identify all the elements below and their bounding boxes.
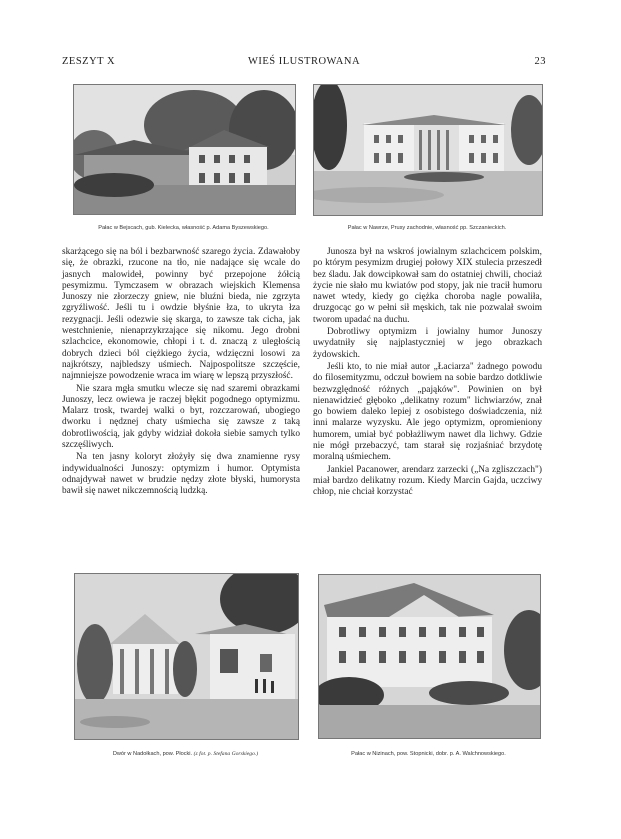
caption-nadolki [74,751,297,757]
paragraph: Nie szara mgła smutku wlecze się nad szaremi obrazkami Junoszy, lecz owiewa je raczej błękit pogodnego optymizmu. Malarz trosk, twardej walki o byt, rozczarowań, ubogiego dworku i nędznej chaty uśmiecha się zawsze z taką dobrotliwością, jak gdyby widział dokoła siebie samych tylko szczęśliwych. [62,383,300,451]
paragraph: Junosza był na wskroś jowialnym szlachcicem polskim, po którym pesymizm drugiej połowy XIX stulecia przeszedł bez śladu. Jak dowcipkował sam do ostatniej chwili, chociaż życie nie słało mu kwiatów pod stopy, jak nie tracił humoru nawet wtedy, kiedy go ciężka choroba nagle powaliła, druzgocąc go w pełni sił męskich, tak nie pozwalał swoim tworom upadać na duchu. [313,247,542,325]
caption-niziny: Pałac w Nizinach, pow. Stopnicki, dobr. p. A. Walchnowskiego. [351,751,506,757]
paragraph: Jeśli kto, to nie miał autor „Łaciarza" żadnego powodu do filosemityzmu, odczuł bowiem na sobie bardzo dotkliwie bezwzględność różnych „pająków". Powinien on był nienawidzieć głęboko „delikatny rozum" lichwiarzów, znał go bowiem daleko lepiej z osobistego doświadczenia, niż inni malarze wyzysku. Ale jego optymizm, opromieniony humorem, umiał być pobłażliwym nawet dla lichwy. Gdzie nie mógł przebaczyć, tam starał się rozjaśniać brzydotę moralną uśmiechem. [313,361,542,463]
left-column [62,247,300,498]
magazine-title: WIEŚ ILUSTROWANA [247,56,361,67]
paragraph: Na ten jasny koloryt złożyły się dwa znamienne rysy indywidualności Junoszy: optymizm i humor. Optymista odnajdywał nawet w brudzie nędzy złote błyski, humorysta bawił się nawet nikczemnością ludzką. [62,452,300,497]
caption-bejsce: Pałac w Bejscach, gub. Kieleckа, własność p. Adama Byszewskiego. [98,225,269,231]
paragraph: Jankiel Pacanower, arendarz zarzecki („Na zgliszczach") miał bardzo delikatny rozum. Kiedy Marcin Gajda, uczciwy chłop, nie chciał korzystać [313,464,542,498]
photo-dwor-nadolkach [74,573,299,740]
running-header [62,56,546,70]
caption-nawra: Pałac w Nawrze, Prusy zachodnie, własność pp. Szczanieckich. [347,225,507,231]
right-column [313,247,542,499]
photo-palac-bejscach [73,84,296,215]
issue-label: ZESZYT X [62,56,116,67]
photo-palac-nawrze [313,84,543,216]
photo-credit: (z fot. p. Stefana Gorskiego.) [193,751,259,757]
page-number: 23 [534,56,546,67]
paragraph: Dobrotliwy optymizm i jowialny humor Junoszy uwydatniły się najplastyczniej w jego obrazkach żydowskich. [313,327,542,360]
paragraph: skarżącego się na ból i bezbarwność szarego życia. Zdawałoby się, że obrazki, rzucone na tło, nie nadające się wcale do jasnych malowideł, powinny być przepojone żółcią pesymizmu. Tymczasem w obrazach wiejskich Klemensa Junoszy nie złorzeczy gniew, nie bluźni bieda, nie zgrzyta zgryźliwość. Jeśli tu i owdzie błyśnie łza, to ukryta łza rezygnacji. Jeśli odezwie się skarga, to zawsze tak cicha, jak westchnienie, nienaprzykrzające się nikomu. Jego drobni szlachcice, ekonomowie, chłopi i t. d. znaczą z uległością dobrych dzieci ból ciężkiego życia, wdzięczni losowi za najkrótszy, najbledszy uśmiech. Najpospolitsze szczęście, najmniejsze powodzenie wraca im wiarę w lepszą przyszłość. [62,247,300,382]
caption-nadolki-text: Dwór w Nadołkach, pow. Płocki. [112,751,193,757]
photo-palac-nizinach [318,574,541,739]
